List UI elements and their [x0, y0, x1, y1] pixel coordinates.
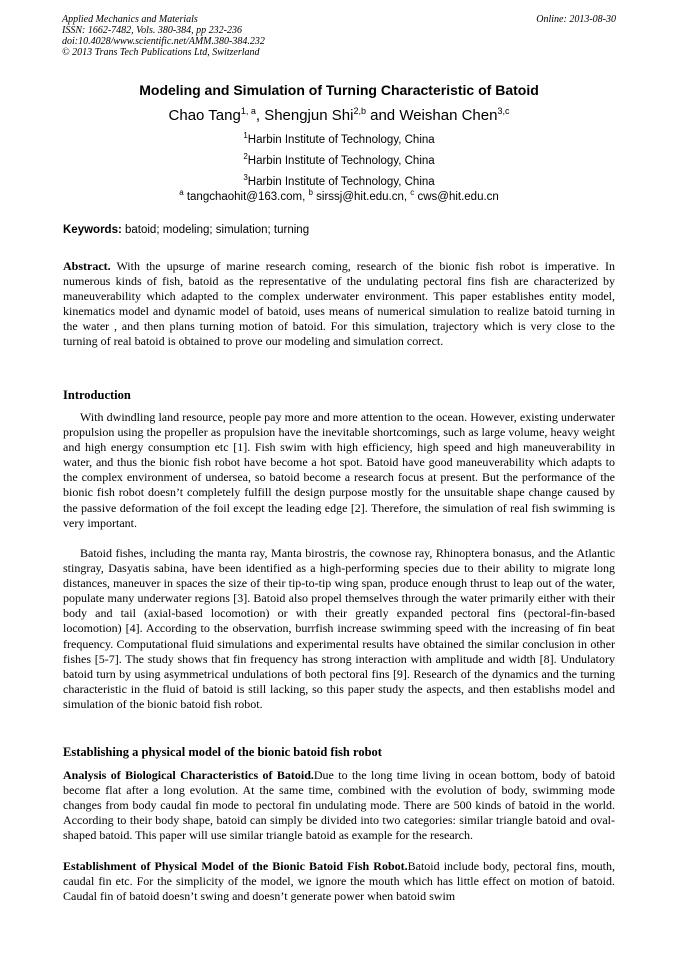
- author-separator: and: [365, 107, 400, 124]
- introduction-paragraph-1: With dwindling land resource, people pay more and more attention to the ocean. However, existing underwater propulsion using the propeller as propulsion have the inevitable shortcomings, such as large volume, heavy weight and high energy consumption etc [1]. Fish swim with high efficiency, high speed and high maneuverability in water, and thus the bionic fish robot have become a hot spot. Batoid have good maneuverability which adapts to the complex environment of undersea, so batoid become a research focus at present. But the performance of the bionic fish robot doesn’t completely fulfill the design purpose mostly for the unsuitable shape change caused by the passive deformation of the foil except the leading edge [2]. Therefore, the simulation of real fish swimming is very important.: [63, 410, 615, 530]
- doi-line: doi:10.4028/www.scientific.net/AMM.380-384.232: [62, 36, 265, 47]
- keywords-label: Keywords:: [63, 224, 122, 236]
- affiliation-1: [0, 131, 678, 146]
- author-name: Chao Tang: [168, 107, 241, 124]
- author-separator: ,: [255, 107, 265, 124]
- affiliation-marker: 3: [243, 173, 248, 182]
- subsection-text: Batoid include body, pectoral fins, mouth, caudal fin etc. For the simplicity of the model, we ignore the mouth which has little effect on motion of batoid. Caudal fin of batoid doesn’t swing and doesn’t generate power when batoid swim: [63, 859, 615, 904]
- affiliation-text: Harbin Institute of Technology, China: [247, 175, 435, 188]
- journal-name: Applied Mechanics and Materials: [62, 14, 198, 25]
- subsection-label: Establishment of Physical Model of the Bionic Batoid Fish Robot.: [63, 859, 408, 873]
- email-address: tangchaohit@163.com,: [183, 190, 309, 203]
- subsection-label: Analysis of Biological Characteristics of Batoid.: [63, 768, 314, 782]
- paper-title: Modeling and Simulation of Turning Characteristic of Batoid: [139, 82, 539, 98]
- introduction-heading: Introduction: [63, 388, 131, 402]
- author-superscript: 3,c: [497, 106, 510, 116]
- online-date: Online: 2013-08-30: [536, 14, 616, 25]
- email-marker: b: [308, 188, 313, 197]
- copyright-line: © 2013 Trans Tech Publications Ltd, Switzerland: [62, 47, 260, 58]
- affiliation-text: Harbin Institute of Technology, China: [247, 154, 435, 167]
- abstract: [63, 259, 615, 350]
- keywords: [63, 224, 615, 236]
- email-address: cws@hit.edu.cn: [414, 190, 499, 203]
- author-superscript: 1, a: [240, 106, 256, 116]
- affiliation-marker: 2: [243, 152, 248, 161]
- affiliation-2: [0, 152, 678, 167]
- keywords-text: batoid; modeling; simulation; turning: [121, 224, 310, 236]
- author-list: [0, 106, 678, 124]
- author-superscript: 2,b: [353, 106, 366, 116]
- affiliation-3: [0, 173, 678, 188]
- introduction-paragraph-2: Batoid fishes, including the manta ray, Manta birostris, the cownose ray, Rhinoptera bonasus, and the Atlantic stingray, Dasyatis sabina, have been identified as a high-performing species due to their ability to migrate long distances, maneuver in spaces the size of their tip-to-tip wing span, produce enough thrust to leap out of the water, populate many underwater regions [3]. Batoid also propel themselves through the water primarily either with their body and tail (axial-based locomotion) or with their greatly expanded pectoral fins (pectoral-fin-based locomotion) [4]. According to the observation, burrfish increase swimming speed with the increasing of fin beat frequency. Computational fluid simulations and experimental results have obtained the similar conclusion in other fishes [5-7]. The study shows that fin frequency has strong interaction with amplitude and width [8]. Undulatory batoid turn by using asymmetrical undulations of both pectoral fins [9]. Research of the dynamics and the turning characteristic in the fluid of batoid is still lacking, so this paper study the aspects, and then establishs model and simulation of the bionic batoid fish robot.: [63, 546, 615, 711]
- issn-line: ISSN: 1662-7482, Vols. 380-384, pp 232-236: [62, 25, 242, 36]
- journal-header: [62, 14, 616, 58]
- email-marker: a: [179, 188, 184, 197]
- abstract-text: With the upsurge of marine research coming, research of the bionic fish robot is imperative. In numerous kinds of fish, batoid as the representative of the undulating pectoral fins fish are characterized by maneuverability which adapted to the complex underwater environment. This paper establishes entity model, kinematics model and dynamic model of batoid, uses means of numerical simulation to realize batoid turning in the water , and then plans turning motion of batoid. For this simulation, trajectory which is very close to the turning of real batoid is obtained to prove our modeling and simulation correct.: [63, 259, 615, 349]
- author-name: Shengjun Shi: [264, 107, 354, 124]
- subsection-biological-characteristics: [63, 768, 615, 843]
- email-marker: c: [410, 188, 415, 197]
- abstract-label: Abstract.: [63, 259, 111, 273]
- affiliation-marker: 1: [243, 131, 248, 140]
- section-heading: Establishing a physical model of the bionic batoid fish robot: [63, 745, 382, 759]
- subsection-physical-model: [63, 859, 615, 904]
- affiliation-text: Harbin Institute of Technology, China: [247, 133, 435, 146]
- email-address: sirssj@hit.edu.cn,: [312, 190, 411, 203]
- email-line: [0, 188, 678, 203]
- author-name: Weishan Chen: [399, 107, 498, 124]
- subsection-text: Due to the long time living in ocean bottom, body of batoid become flat after a long evolution. At the same time, combined with the evolution of body, swimming mode changes from body caudal fin mode to pectoral fin undulating mode. There are 500 kinds of batoid in the world. According to their body shape, batoid can simply be divided into two categories: similar triangle batoid and oval-shaped batoid. This paper will use similar triangle batoid as example for the research.: [63, 768, 615, 843]
